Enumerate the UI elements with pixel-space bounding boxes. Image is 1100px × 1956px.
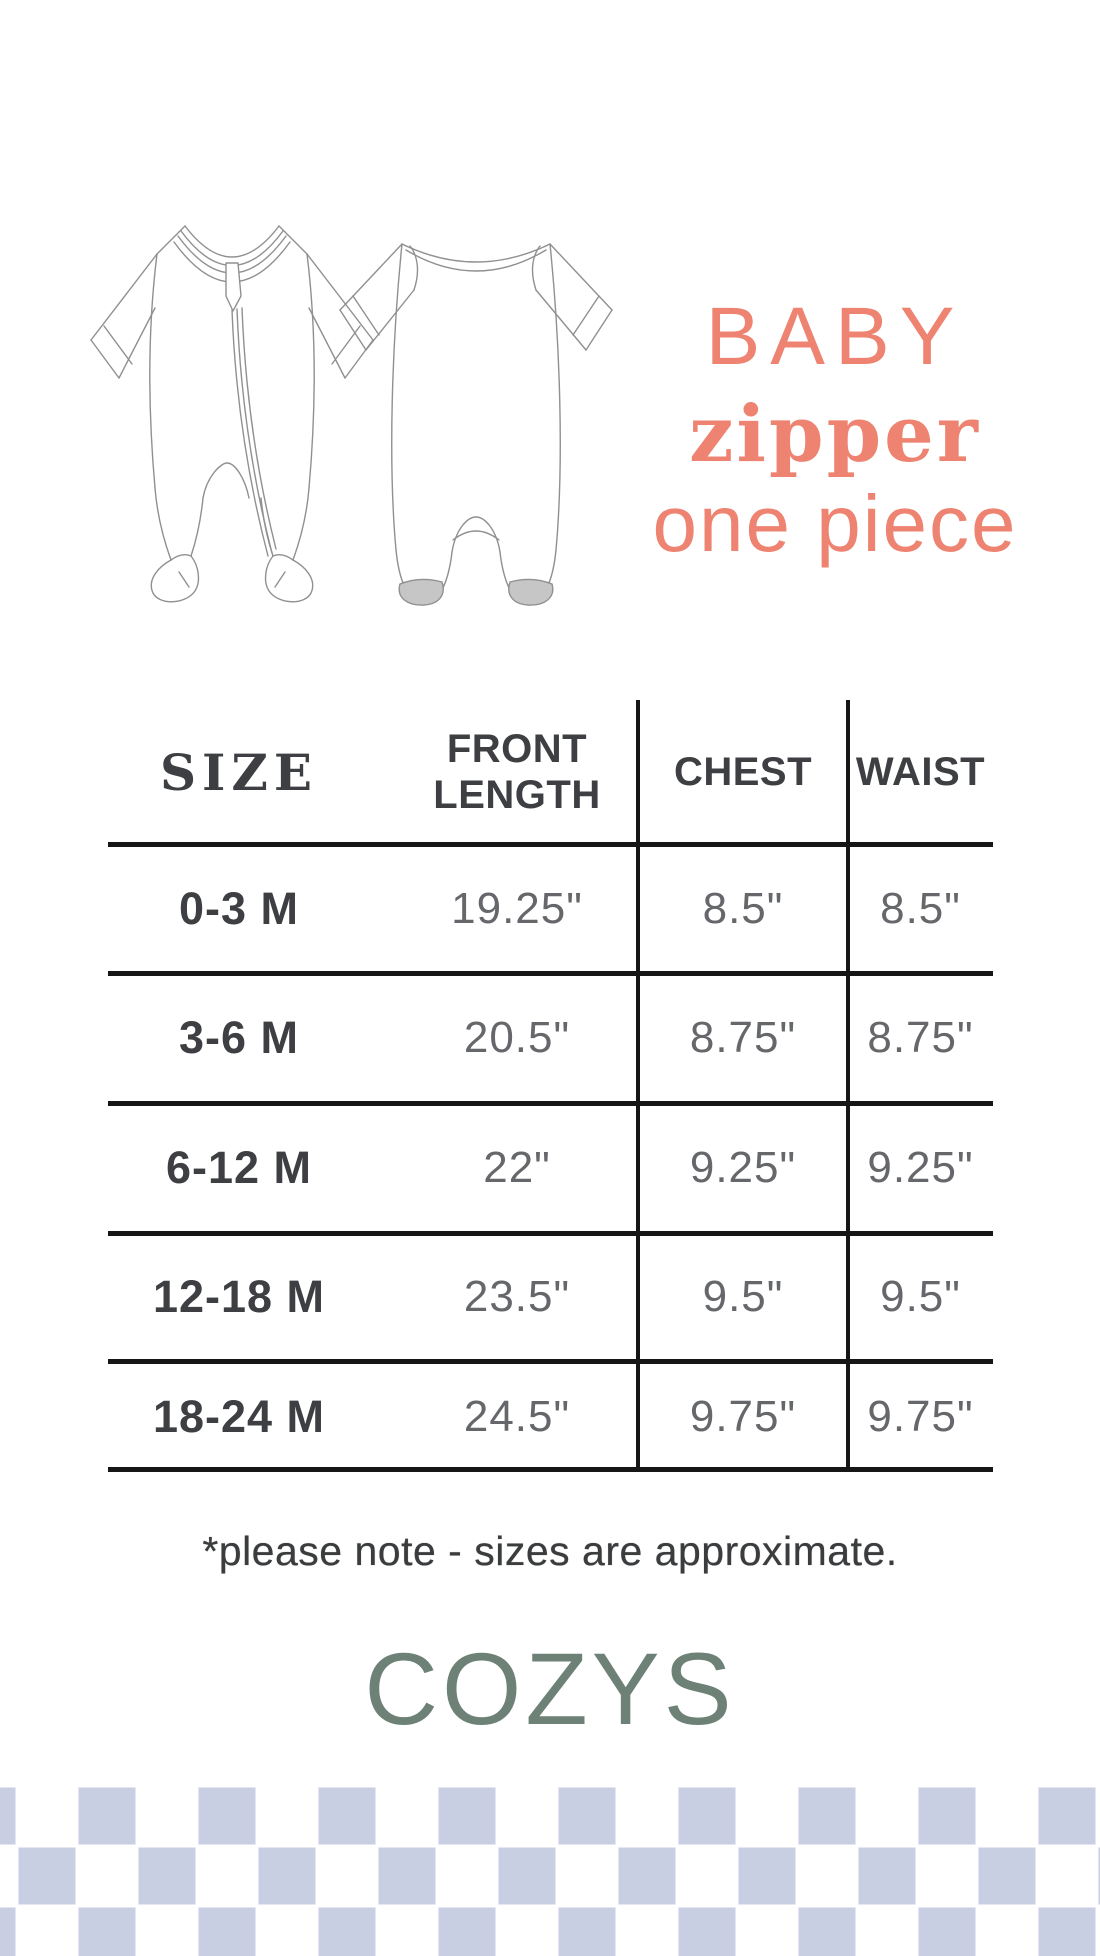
table-rule xyxy=(108,842,993,847)
header-chest: CHEST xyxy=(673,750,813,794)
table-rule xyxy=(108,1231,993,1236)
front-length-cell: 19.25" xyxy=(451,883,583,933)
header-size: SIZE xyxy=(159,742,319,802)
chest-cell: 9.25" xyxy=(689,1143,797,1192)
front-length-cell: 20.5" xyxy=(463,1013,571,1062)
size-cell: 18-24 M xyxy=(152,1390,326,1442)
table-divider xyxy=(846,700,850,1468)
size-table-grid xyxy=(108,700,993,1472)
chest-cell: 8.5" xyxy=(702,883,784,933)
chest-cell: 9.75" xyxy=(689,1391,797,1441)
waist-cell: 9.75" xyxy=(867,1391,974,1441)
brand-wordmark: COZYS xyxy=(364,1632,736,1746)
size-cell: 6-12 M xyxy=(165,1142,313,1193)
front-length-cell: 22" xyxy=(483,1143,551,1192)
title-baby: BABY xyxy=(705,291,965,382)
title-one-piece: one piece xyxy=(652,479,1018,568)
size-cell: 12-18 M xyxy=(152,1271,326,1322)
table-rule xyxy=(108,1101,993,1106)
waist-cell: 9.25" xyxy=(867,1143,974,1192)
approximate-sizes-note: *please note - sizes are approximate. xyxy=(202,1528,898,1574)
chest-cell: 9.5" xyxy=(702,1272,784,1321)
waist-cell: 8.75" xyxy=(867,1013,974,1062)
title-zipper: zipper xyxy=(689,389,981,480)
waist-cell: 9.5" xyxy=(880,1272,961,1321)
checkerboard-footer xyxy=(0,1786,1100,1956)
waist-cell: 8.5" xyxy=(880,883,961,933)
title-block xyxy=(610,291,1060,568)
onesie-back-drawing-icon xyxy=(330,222,620,607)
size-cell: 0-3 M xyxy=(178,882,300,934)
front-length-cell: 23.5" xyxy=(463,1272,571,1321)
checkerboard-pattern xyxy=(0,1786,1100,1956)
front-length-cell: 24.5" xyxy=(463,1391,571,1441)
onesie-back-illustration xyxy=(330,222,620,607)
table-divider xyxy=(636,700,640,1468)
table-rule xyxy=(108,971,993,976)
header-waist: WAIST xyxy=(855,750,986,794)
table-rule xyxy=(108,1359,993,1364)
table-rule xyxy=(108,1467,993,1472)
header-front-length: FRONT LENGTH xyxy=(433,727,601,817)
chest-cell: 8.75" xyxy=(689,1013,797,1062)
size-cell: 3-6 M xyxy=(178,1012,300,1063)
size-table xyxy=(108,700,993,1472)
